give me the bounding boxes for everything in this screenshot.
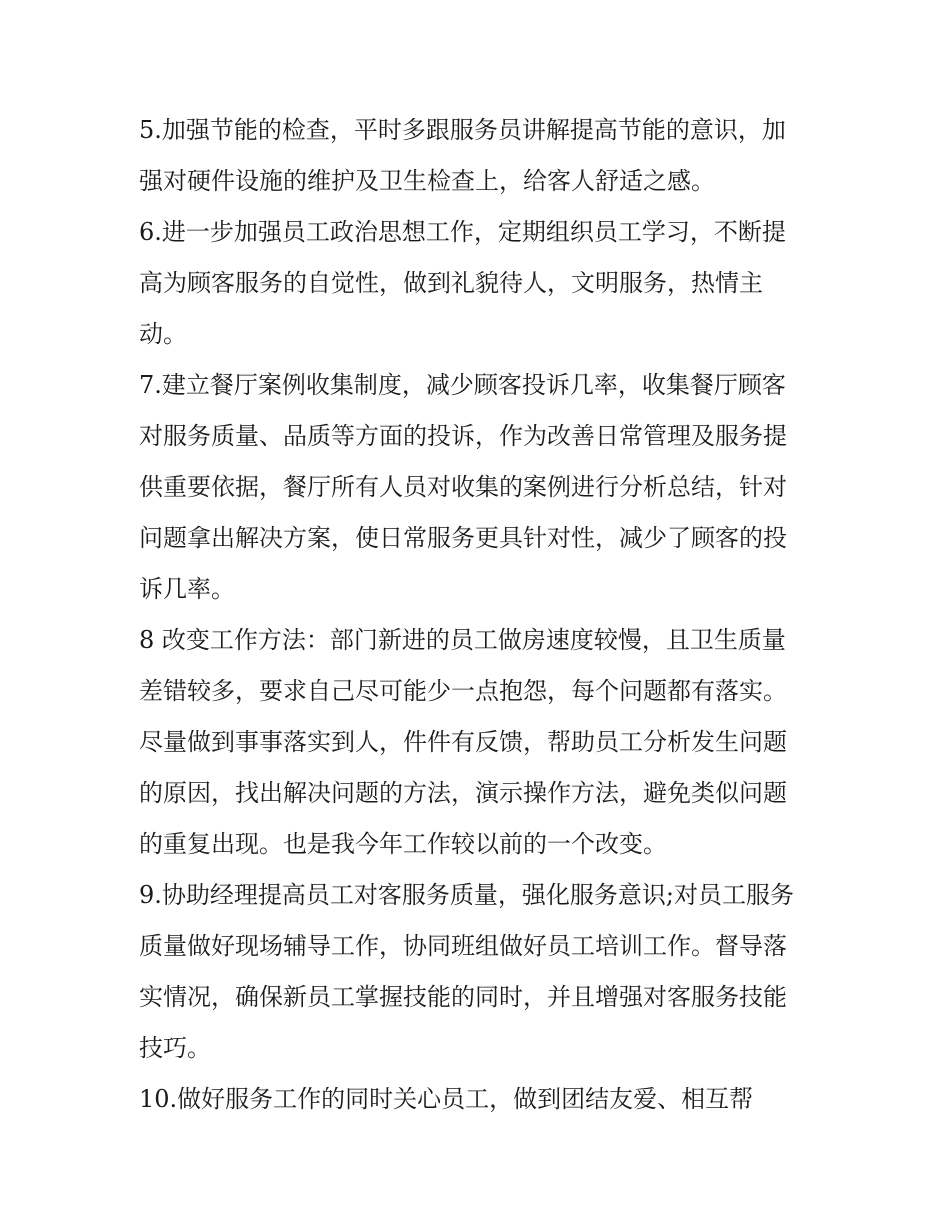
text-line: 问题拿出解决方案，使日常服务更具针对性，减少了顾客的投 <box>139 524 787 552</box>
body-text <box>139 105 819 1125</box>
text-line: 的原因，找出解决问题的方法，演示操作方法，避免类似问题 <box>139 779 787 807</box>
text-line: 动。 <box>139 320 187 348</box>
text-line: 诉几率。 <box>139 575 235 603</box>
text-line: 10.做好服务工作的同时关心员工，做到团结友爱、相互帮 <box>139 1085 754 1113</box>
text-line: 质量做好现场辅导工作，协同班组做好员工培训工作。督导落 <box>139 932 787 960</box>
text-line: 6.进一步加强员工政治思想工作，定期组织员工学习，不断提 <box>139 218 786 246</box>
text-line: 高为顾客服务的自觉性，做到礼貌待人，文明服务，热情主 <box>139 269 763 297</box>
text-line: 的重复出现。也是我今年工作较以前的一个改变。 <box>139 830 667 858</box>
text-line: 差错较多，要求自己尽可能少一点抱怨，每个问题都有落实。 <box>139 677 787 705</box>
text-line: 尽量做到事事落实到人，件件有反馈，帮助员工分析发生问题 <box>139 728 787 756</box>
text-line: 7.建立餐厅案例收集制度，减少顾客投诉几率，收集餐厅顾客 <box>139 371 786 399</box>
text-line: 供重要依据，餐厅所有人员对收集的案例进行分析总结，针对 <box>139 473 787 501</box>
text-line: 强对硬件设施的维护及卫生检查上，给客人舒适之感。 <box>139 167 715 195</box>
text-line: 9.协助经理提高员工对客服务质量，强化服务意识;对员工服务 <box>139 881 794 909</box>
text-line: 实情况，确保新员工掌握技能的同时，并且增强对客服务技能 <box>139 983 787 1011</box>
text-line: 技巧。 <box>139 1034 211 1062</box>
text-line: 8 改变工作方法：部门新进的员工做房速度较慢，且卫生质量 <box>139 626 786 654</box>
text-line: 5.加强节能的检查，平时多跟服务员讲解提高节能的意识，加 <box>139 116 786 144</box>
text-line: 对服务质量、品质等方面的投诉，作为改善日常管理及服务提 <box>139 422 787 450</box>
